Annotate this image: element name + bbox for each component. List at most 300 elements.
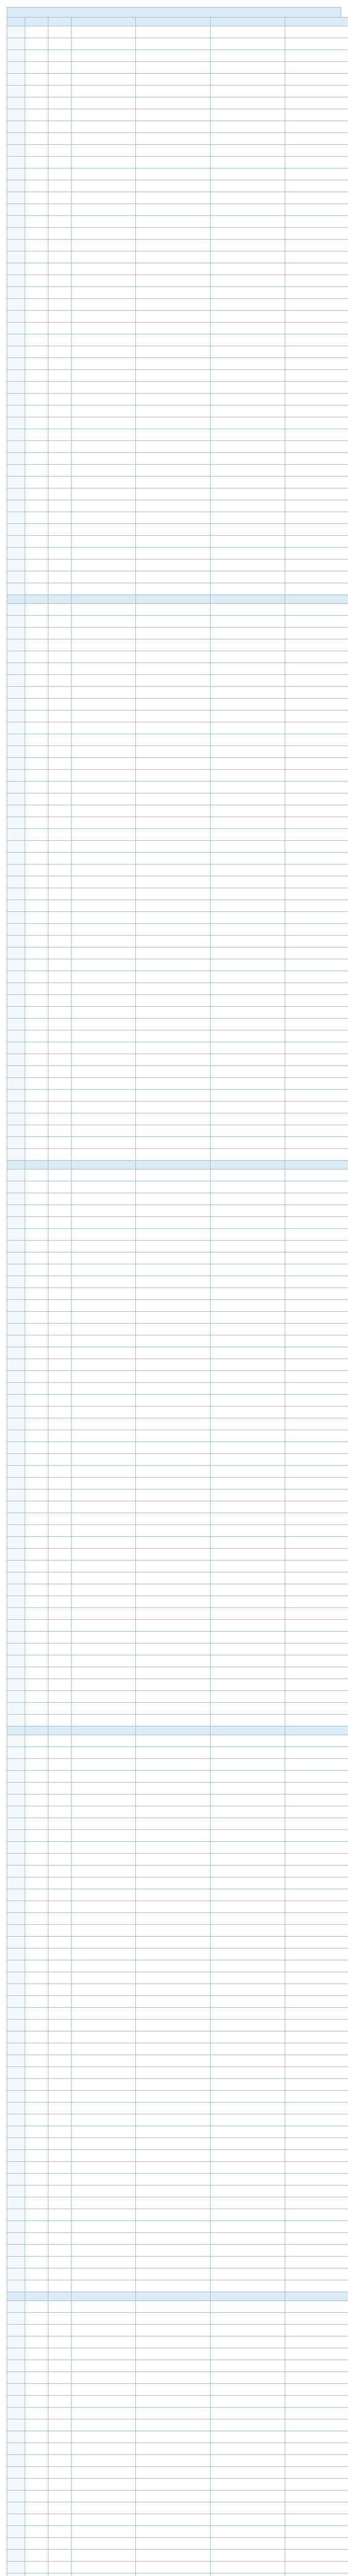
table-cell (136, 983, 211, 995)
table-cell (136, 240, 211, 251)
table-cell (72, 2292, 136, 2301)
table-row (7, 1759, 348, 1771)
table-cell (7, 571, 25, 583)
table-cell (48, 1478, 72, 1489)
table-row (7, 1735, 348, 1747)
table-cell (72, 1335, 136, 1347)
table-cell (72, 2138, 136, 2150)
table-cell (48, 1818, 72, 1830)
table-cell (136, 1101, 211, 1113)
table-cell (25, 936, 48, 947)
table-cell (136, 675, 211, 687)
table-cell (285, 441, 348, 453)
table-cell (285, 2008, 348, 2020)
table-cell (72, 180, 136, 192)
table-cell (48, 1783, 72, 1794)
table-cell (285, 2443, 348, 2455)
table-cell (136, 2233, 211, 2245)
table-cell (25, 2419, 48, 2431)
table-cell (48, 2174, 72, 2185)
table-cell (285, 1925, 348, 1937)
table-cell (211, 1960, 285, 1972)
table-cell (25, 1395, 48, 1406)
table-cell (136, 1276, 211, 1288)
table-cell (7, 1149, 25, 1161)
table-cell (7, 1596, 25, 1608)
table-cell (25, 1078, 48, 1090)
table-cell (25, 287, 48, 299)
table-cell (136, 2114, 211, 2126)
table-row (7, 1229, 348, 1241)
table-row (7, 168, 348, 180)
table-cell (285, 1161, 348, 1170)
table-cell (136, 2502, 211, 2514)
table-cell (211, 216, 285, 228)
table-cell (211, 1252, 285, 1264)
table-cell (48, 2197, 72, 2209)
table-cell (136, 287, 211, 299)
table-cell (72, 1383, 136, 1395)
table-cell (285, 180, 348, 192)
table-cell (136, 1501, 211, 1513)
table-cell (48, 2360, 72, 2372)
table-cell (25, 251, 48, 263)
table-cell (211, 1842, 285, 1854)
table-cell (48, 1913, 72, 1925)
table-row (7, 639, 348, 651)
table-cell (285, 548, 348, 560)
table-cell (25, 1007, 48, 1019)
table-cell (211, 1679, 285, 1691)
table-cell (72, 216, 136, 228)
table-cell (136, 1747, 211, 1759)
table-cell (211, 2233, 285, 2245)
table-cell (211, 1866, 285, 1877)
table-cell (48, 1679, 72, 1691)
table-cell (7, 1643, 25, 1655)
table-cell (136, 1842, 211, 1854)
table-cell (72, 2020, 136, 2031)
table-cell (25, 793, 48, 805)
table-cell (48, 1806, 72, 1818)
table-cell (72, 86, 136, 97)
table-cell (25, 571, 48, 583)
table-cell (48, 1726, 72, 1735)
table-cell (211, 1715, 285, 1726)
table-row (7, 2185, 348, 2197)
table-cell (7, 394, 25, 405)
table-cell (48, 2233, 72, 2245)
table-row (7, 560, 348, 571)
table-cell (136, 251, 211, 263)
table-cell (25, 2103, 48, 2114)
table-cell (211, 1193, 285, 1205)
table-cell (7, 2550, 25, 2562)
table-cell (7, 370, 25, 382)
table-cell (211, 2443, 285, 2455)
table-row (7, 2031, 348, 2043)
table-cell (48, 1193, 72, 1205)
table-cell (7, 1806, 25, 1818)
table-cell (211, 1632, 285, 1643)
table-cell (285, 2431, 348, 2443)
table-cell (25, 1889, 48, 1901)
table-cell (72, 240, 136, 251)
table-cell (72, 2103, 136, 2114)
table-cell (48, 204, 72, 216)
table-cell (25, 829, 48, 841)
table-row (7, 2091, 348, 2103)
table-cell (72, 2079, 136, 2091)
table-cell (72, 1454, 136, 1466)
table-row (7, 1937, 348, 1948)
table-row (7, 1101, 348, 1113)
table-cell (72, 841, 136, 853)
table-cell (25, 865, 48, 876)
table-cell (48, 1229, 72, 1241)
table-cell (25, 746, 48, 758)
table-cell (136, 1996, 211, 2008)
table-row (7, 2419, 348, 2431)
table-cell (136, 382, 211, 394)
table-cell (136, 841, 211, 853)
table-cell (211, 311, 285, 323)
table-cell (72, 1181, 136, 1193)
table-cell (72, 2502, 136, 2514)
table-cell (136, 477, 211, 488)
table-cell (285, 1125, 348, 1137)
table-cell (48, 1620, 72, 1632)
table-cell (285, 1113, 348, 1125)
table-cell (211, 1937, 285, 1948)
table-cell (7, 240, 25, 251)
table-cell (285, 2490, 348, 2502)
table-cell (136, 2245, 211, 2257)
table-cell (285, 1620, 348, 1632)
table-cell (48, 441, 72, 453)
table-cell (7, 2514, 25, 2526)
table-cell (285, 323, 348, 334)
table-cell (25, 2360, 48, 2372)
table-cell (25, 841, 48, 853)
table-cell (48, 2008, 72, 2020)
table-row (7, 263, 348, 275)
table-cell (136, 1667, 211, 1679)
table-cell (25, 595, 48, 604)
table-cell (7, 453, 25, 465)
table-cell (48, 1066, 72, 1078)
table-cell (211, 1007, 285, 1019)
table-row (7, 2150, 348, 2162)
table-cell (72, 651, 136, 663)
header-cell (7, 18, 25, 26)
table-cell (25, 2292, 48, 2301)
table-cell (136, 1703, 211, 1715)
table-cell (211, 2221, 285, 2233)
table-cell (7, 2268, 25, 2280)
table-row (7, 1679, 348, 1691)
table-cell (48, 1596, 72, 1608)
table-cell (25, 2280, 48, 2292)
table-cell (7, 2455, 25, 2467)
table-cell (285, 1229, 348, 1241)
table-cell (7, 888, 25, 900)
table-cell (25, 500, 48, 512)
table-cell (48, 405, 72, 417)
table-cell (25, 1324, 48, 1335)
table-row (7, 1596, 348, 1608)
table-cell (7, 2313, 25, 2325)
table-cell (72, 1241, 136, 1252)
table-cell (48, 1759, 72, 1771)
table-cell (48, 370, 72, 382)
table-cell (7, 2185, 25, 2197)
table-cell (7, 1679, 25, 1691)
table-cell (72, 1596, 136, 1608)
table-cell (48, 1842, 72, 1854)
table-cell (136, 26, 211, 38)
table-cell (285, 1584, 348, 1596)
table-row (7, 251, 348, 263)
table-cell (136, 959, 211, 971)
table-cell (136, 121, 211, 133)
table-cell (7, 1691, 25, 1703)
table-cell (25, 2126, 48, 2138)
table-cell (48, 1395, 72, 1406)
table-cell (285, 1901, 348, 1913)
table-row (7, 299, 348, 311)
table-cell (72, 2479, 136, 2490)
table-cell (25, 548, 48, 560)
table-cell (72, 299, 136, 311)
table-cell (285, 571, 348, 583)
table-cell (211, 180, 285, 192)
table-row (7, 1830, 348, 1842)
table-cell (72, 121, 136, 133)
table-cell (72, 334, 136, 346)
table-cell (285, 2538, 348, 2550)
table-cell (7, 192, 25, 204)
table-row (7, 1181, 348, 1193)
table-cell (136, 1771, 211, 1783)
table-cell (285, 1889, 348, 1901)
table-row (7, 1359, 348, 1371)
table-row (7, 2372, 348, 2384)
table-row (7, 38, 348, 50)
table-cell (48, 1161, 72, 1170)
table-cell (211, 817, 285, 829)
table-cell (48, 2419, 72, 2431)
table-cell (72, 912, 136, 924)
table-cell (136, 2443, 211, 2455)
table-cell (211, 865, 285, 876)
table-row (7, 571, 348, 583)
table-cell (136, 311, 211, 323)
table-cell (211, 133, 285, 145)
table-cell (211, 1454, 285, 1466)
table-row (7, 1549, 348, 1561)
table-cell (25, 2490, 48, 2502)
table-row (7, 1454, 348, 1466)
table-cell (211, 1324, 285, 1335)
table-cell (211, 876, 285, 888)
table-cell (136, 417, 211, 429)
table-cell (136, 2103, 211, 2114)
table-cell (211, 1149, 285, 1161)
table-row (7, 2396, 348, 2408)
table-cell (72, 687, 136, 699)
table-cell (136, 86, 211, 97)
table-cell (72, 1007, 136, 1019)
table-cell (48, 180, 72, 192)
table-cell (285, 500, 348, 512)
table-cell (136, 192, 211, 204)
table-cell (136, 275, 211, 287)
table-row (7, 1889, 348, 1901)
table-cell (72, 157, 136, 168)
table-cell (211, 1549, 285, 1561)
table-cell (136, 770, 211, 782)
table-cell (25, 888, 48, 900)
table-row (7, 1667, 348, 1679)
table-cell (136, 1854, 211, 1866)
table-cell (285, 604, 348, 616)
table-cell (136, 216, 211, 228)
table-cell (7, 275, 25, 287)
table-cell (136, 1217, 211, 1229)
table-cell (7, 1984, 25, 1996)
table-cell (48, 2292, 72, 2301)
table-cell (48, 2301, 72, 2313)
table-cell (48, 841, 72, 853)
table-cell (7, 595, 25, 604)
table-row (7, 192, 348, 204)
table-cell (211, 639, 285, 651)
table-row (7, 1771, 348, 1783)
table-cell (285, 2126, 348, 2138)
table-cell (285, 2209, 348, 2221)
table-cell (48, 1747, 72, 1759)
table-cell (72, 1090, 136, 1101)
table-cell (72, 1149, 136, 1161)
table-cell (25, 1161, 48, 1170)
table-cell (72, 50, 136, 62)
table-cell (25, 2479, 48, 2490)
table-cell (7, 2138, 25, 2150)
table-cell (72, 133, 136, 145)
table-cell (7, 746, 25, 758)
table-cell (136, 1572, 211, 1584)
table-cell (48, 1078, 72, 1090)
table-cell (136, 1948, 211, 1960)
table-cell (211, 651, 285, 663)
table-cell (136, 663, 211, 675)
table-cell (48, 1054, 72, 1066)
table-row (7, 900, 348, 912)
table-cell (48, 2408, 72, 2419)
table-cell (72, 1466, 136, 1478)
table-cell (25, 1996, 48, 2008)
table-cell (211, 2103, 285, 2114)
table-cell (136, 1960, 211, 1972)
table-cell (72, 204, 136, 216)
table-row (7, 2138, 348, 2150)
table-cell (7, 841, 25, 853)
table-cell (25, 583, 48, 595)
table-cell (25, 663, 48, 675)
table-cell (25, 311, 48, 323)
table-cell (25, 38, 48, 50)
table-cell (48, 639, 72, 651)
table-cell (48, 2055, 72, 2067)
table-row (7, 1137, 348, 1149)
table-cell (7, 971, 25, 983)
table-cell (7, 1759, 25, 1771)
table-cell (211, 275, 285, 287)
table-cell (211, 2336, 285, 2348)
table-cell (48, 26, 72, 38)
table-cell (7, 62, 25, 74)
table-cell (48, 1794, 72, 1806)
table-cell (25, 1205, 48, 1217)
table-cell (7, 2336, 25, 2348)
table-cell (285, 1078, 348, 1090)
table-cell (25, 204, 48, 216)
table-cell (25, 2526, 48, 2538)
table-cell (72, 417, 136, 429)
table-cell (25, 133, 48, 145)
table-cell (211, 959, 285, 971)
table-cell (7, 675, 25, 687)
table-cell (7, 263, 25, 275)
table-cell (72, 1137, 136, 1149)
table-cell (136, 1655, 211, 1667)
table-cell (285, 876, 348, 888)
table-cell (72, 983, 136, 995)
table-cell (211, 1312, 285, 1324)
table-cell (25, 2138, 48, 2150)
table-cell (48, 1030, 72, 1042)
table-cell (285, 1007, 348, 1019)
table-cell (285, 121, 348, 133)
table-row (7, 616, 348, 628)
table-cell (136, 263, 211, 275)
table-cell (48, 1170, 72, 1181)
table-cell (72, 500, 136, 512)
table-cell (285, 2301, 348, 2313)
table-cell (211, 1572, 285, 1584)
table-row (7, 699, 348, 710)
table-cell (48, 2126, 72, 2138)
table-cell (7, 1078, 25, 1090)
table-cell (7, 710, 25, 722)
table-cell (25, 971, 48, 983)
table-cell (48, 524, 72, 536)
table-cell (7, 2079, 25, 2091)
table-cell (25, 1877, 48, 1889)
table-cell (285, 97, 348, 109)
table-row (7, 2067, 348, 2079)
table-cell (136, 1181, 211, 1193)
table-row (7, 1252, 348, 1264)
table-cell (285, 1691, 348, 1703)
table-cell (136, 2150, 211, 2162)
table-cell (7, 1170, 25, 1181)
table-cell (48, 145, 72, 157)
table-cell (72, 1771, 136, 1783)
table-cell (211, 710, 285, 722)
table-cell (72, 2008, 136, 2020)
